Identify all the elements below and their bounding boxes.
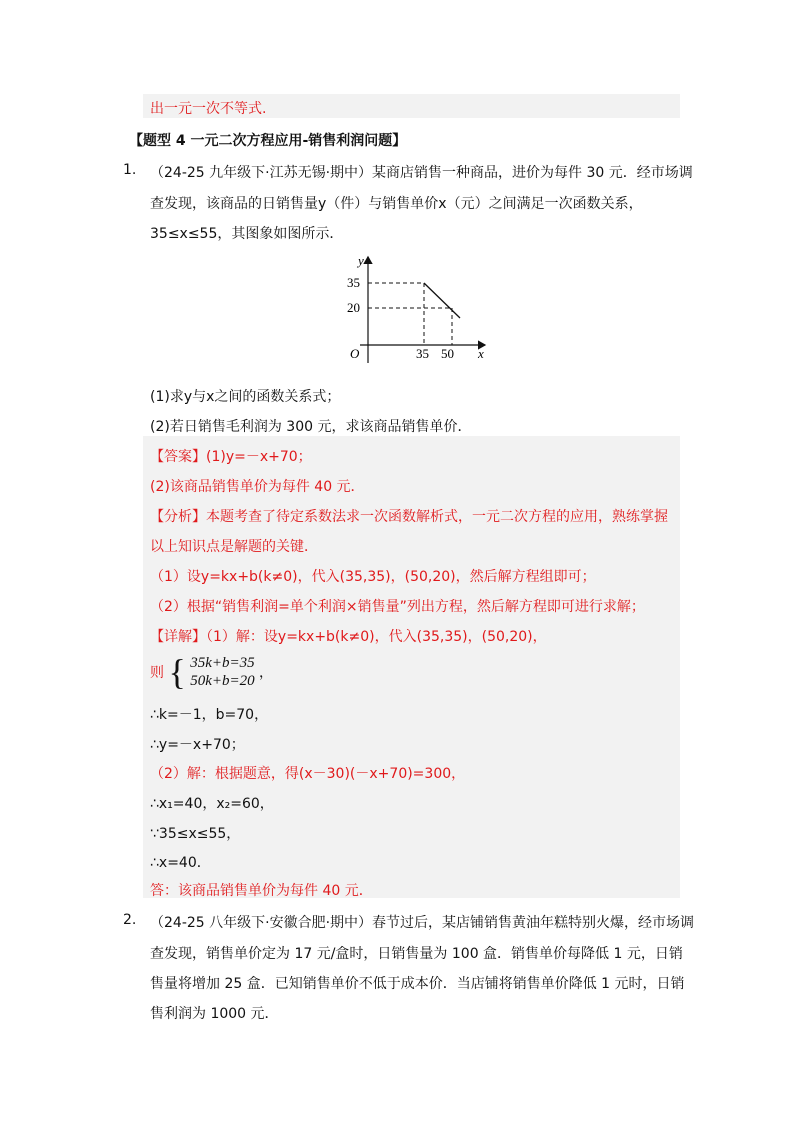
equation-system xyxy=(150,654,273,690)
detail-line3: ∴y=－x+70； xyxy=(150,737,245,753)
analysis-line2: 以上知识点是解题的关键． xyxy=(150,539,318,555)
y-axis-label: y xyxy=(358,253,364,268)
left-brace-icon: { xyxy=(168,652,186,692)
equation-tail: ， xyxy=(259,665,274,681)
detail-line6: ∵35≤x≤55， xyxy=(150,826,241,842)
q2-line3: 售量将增加 25 盒．已知销售单价不低于成本价．当店铺将销售单价降低 1 元时，日销 xyxy=(150,976,685,992)
detail-line1: 【详解】（1）解：设y=kx+b(k≠0)，代入(35,35)，(50,20)， xyxy=(150,629,547,645)
q1-line2: 查发现，该商品的日销售量y（件）与销售单价x（元）之间满足一次函数关系， xyxy=(150,196,643,212)
x-tick-50: 50 xyxy=(441,346,454,361)
detail-line2: ∴k=－1，b=70， xyxy=(150,707,269,723)
q2-number: 2. xyxy=(123,912,137,928)
analysis-line1: 【分析】本题考查了待定系数法求一次函数解析式，一元二次方程的应用，熟练掌握 xyxy=(150,509,668,525)
step2: （2）根据“销售利润=单个利润×销售量”列出方程，然后解方程即可进行求解； xyxy=(150,599,645,615)
q1-number: 1. xyxy=(123,162,137,178)
top-note: 出一元一次不等式. xyxy=(150,101,267,117)
answer-line1: 【答案】(1)y=－x+70； xyxy=(150,449,312,465)
y-tick-35: 35 xyxy=(347,275,360,290)
detail-line8: 答：该商品销售单价为每件 40 元． xyxy=(150,883,373,899)
q2-line1: （24-25 八年级下·安徽合肥·期中）春节过后，某店铺销售黄油年糕特别火爆，经市场调 xyxy=(150,915,695,931)
q1-part1: (1)求y与x之间的函数关系式； xyxy=(150,389,341,405)
q1-line3: 35≤x≤55，其图象如图所示． xyxy=(150,226,344,242)
detail-line4: （2）解：根据题意，得(x－30)(－x+70)=300， xyxy=(150,766,466,782)
y-tick-20: 20 xyxy=(347,300,360,315)
graph-segment xyxy=(424,283,460,318)
equation-ze: 则 xyxy=(150,665,164,681)
detail-line5: ∴x₁=40，x₂=60， xyxy=(150,796,274,812)
section-title: 【题型 4 一元二次方程应用-销售利润问题】 xyxy=(129,133,407,149)
equation-2: 50k+b=20 xyxy=(190,673,255,689)
step1: （1）设y=kx+b(k≠0)，代入(35,35)，(50,20)，然后解方程组即可； xyxy=(150,569,596,585)
x-axis-label: x xyxy=(478,346,484,361)
x-tick-35: 35 xyxy=(416,346,429,361)
origin-label: O xyxy=(350,346,360,361)
q2-line2: 查发现，销售单价定为 17 元/盒时，日销售量为 100 盒．销售单价每降低 1 元，日销 xyxy=(150,946,683,962)
detail-line7: ∴x=40． xyxy=(150,855,211,871)
q1-line1: （24-25 九年级下·江苏无锡·期中）某商店销售一种商品，进价为每件 30 元．经市场调 xyxy=(150,165,693,181)
function-graph xyxy=(330,245,510,375)
equation-1: 35k+b=35 xyxy=(190,655,255,671)
answer-line2: (2)该商品销售单价为每件 40 元． xyxy=(150,479,365,495)
q2-line4: 售利润为 1000 元． xyxy=(150,1006,279,1022)
q1-part2: (2)若日销售毛利润为 300 元，求该商品销售单价． xyxy=(150,419,472,435)
